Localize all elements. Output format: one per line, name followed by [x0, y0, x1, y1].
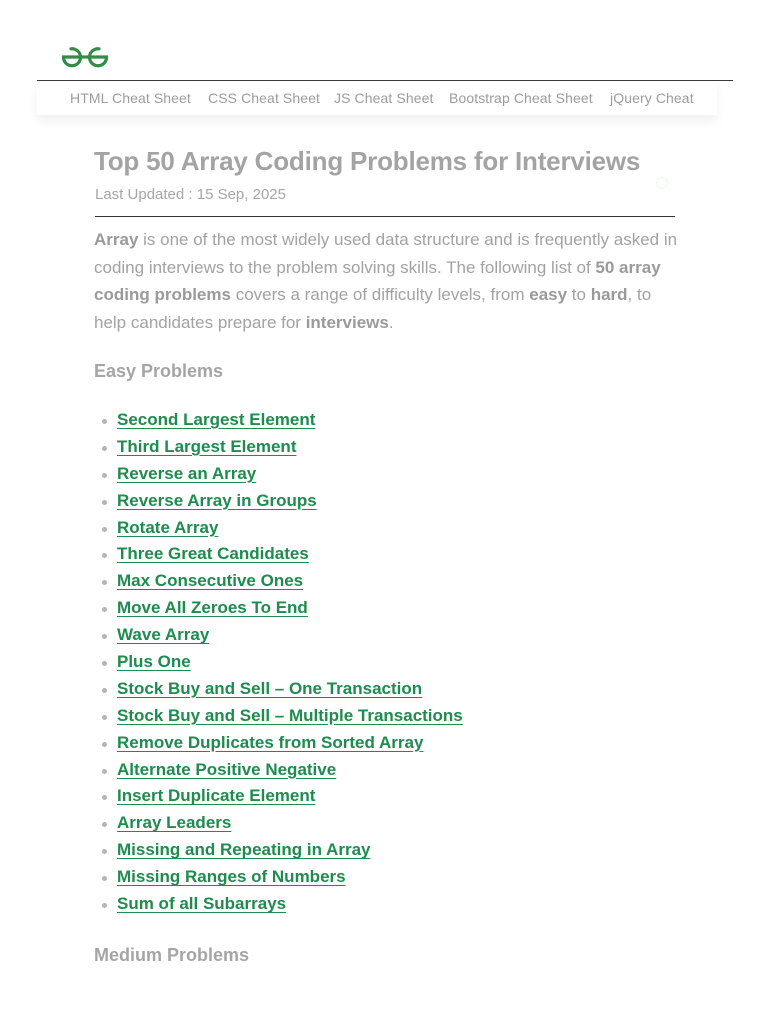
problem-link[interactable]: Wave Array	[117, 625, 210, 645]
gfg-logo-icon[interactable]	[60, 44, 110, 68]
problem-link[interactable]: Stock Buy and Sell – Multiple Transactions	[117, 705, 463, 725]
bullet-icon	[102, 903, 107, 908]
easy-problems-heading: Easy Problems	[94, 361, 224, 381]
intro-emphasis: easy	[529, 285, 568, 304]
list-item	[0, 569, 768, 596]
list-item	[0, 784, 768, 811]
nav-item-bootstrap-cheat-sheet[interactable]: Bootstrap Cheat Sheet	[449, 90, 593, 106]
easy-problems-list	[0, 408, 768, 919]
problem-link[interactable]: Rotate Array	[117, 517, 219, 537]
problem-link[interactable]: Insert Duplicate Element	[117, 786, 316, 806]
list-item	[0, 623, 768, 650]
list-item	[0, 731, 768, 758]
intro-emphasis: 50 array coding problems	[94, 257, 661, 304]
nav-item-js-cheat-sheet[interactable]: JS Cheat Sheet	[334, 90, 434, 106]
nav-item-html-cheat-sheet[interactable]: HTML Cheat Sheet	[70, 90, 191, 106]
bullet-icon	[102, 661, 107, 666]
problem-link[interactable]: Missing and Repeating in Array	[117, 840, 371, 860]
bullet-icon	[102, 876, 107, 881]
bullet-icon	[102, 742, 107, 747]
bullet-icon	[102, 580, 107, 585]
bullet-icon	[102, 795, 107, 800]
bullet-icon	[102, 527, 107, 532]
title-divider	[95, 216, 675, 217]
list-item	[0, 811, 768, 838]
bullet-icon	[102, 688, 107, 693]
list-item	[0, 462, 768, 489]
problem-link[interactable]: Array Leaders	[117, 813, 232, 833]
list-item	[0, 408, 768, 435]
intro-text: to	[567, 285, 591, 304]
problem-link[interactable]: Reverse an Array	[117, 463, 257, 483]
bullet-icon	[102, 634, 107, 639]
bullet-icon	[102, 500, 107, 505]
bullet-icon	[102, 849, 107, 854]
medium-problems-heading: Medium Problems	[94, 945, 250, 965]
problem-link[interactable]: Missing Ranges of Numbers	[117, 867, 346, 887]
problem-link[interactable]: Max Consecutive Ones	[117, 571, 304, 591]
bullet-icon	[102, 715, 107, 720]
bullet-icon	[102, 419, 107, 424]
bullet-icon	[102, 822, 107, 827]
intro-text: , to help candidates prepare for	[94, 285, 652, 332]
problem-link[interactable]: Sum of all Subarrays	[117, 894, 287, 914]
bullet-icon	[102, 446, 107, 451]
problem-link[interactable]: Plus One	[117, 652, 191, 672]
problem-link[interactable]: Stock Buy and Sell – One Transaction	[117, 678, 423, 698]
list-item	[0, 435, 768, 462]
bullet-icon	[102, 607, 107, 612]
intro-emphasis: hard	[590, 285, 628, 304]
problem-link[interactable]: Reverse Array in Groups	[117, 490, 317, 510]
list-item	[0, 677, 768, 704]
list-item	[0, 892, 768, 919]
nav-item-css-cheat-sheet[interactable]: CSS Cheat Sheet	[208, 90, 321, 106]
list-item	[0, 838, 768, 865]
problem-link[interactable]: Remove Duplicates from Sorted Array	[117, 732, 424, 752]
cheat-sheet-nav	[37, 81, 717, 115]
list-item	[0, 704, 768, 731]
list-item	[0, 516, 768, 543]
intro-text: .	[388, 312, 394, 332]
bullet-icon	[102, 473, 107, 478]
intro-emphasis: interviews	[305, 312, 389, 332]
list-item	[0, 489, 768, 516]
bullet-icon	[102, 553, 107, 558]
list-item	[0, 865, 768, 892]
intro-paragraph	[94, 226, 684, 336]
bullet-icon	[102, 769, 107, 774]
intro-text: is one of the most widely used data structure and is frequently asked in coding interviews to the problem solving skills. The following list of	[94, 230, 678, 277]
problem-link[interactable]: Third Largest Element	[117, 436, 297, 456]
last-updated: Last Updated : 15 Sep, 2025	[95, 186, 286, 203]
problem-link[interactable]: Second Largest Element	[117, 410, 316, 429]
problem-link[interactable]: Move All Zeroes To End	[117, 598, 308, 618]
page-title: Top 50 Array Coding Problems for Interviews	[94, 146, 641, 176]
bookmark-icon[interactable]	[656, 177, 668, 189]
list-item	[0, 596, 768, 623]
intro-emphasis: Array	[94, 230, 139, 249]
problem-link[interactable]: Three Great Candidates	[117, 544, 309, 564]
intro-text: covers a range of difficulty levels, from	[230, 285, 530, 304]
top-header	[37, 0, 733, 81]
list-item	[0, 758, 768, 785]
problem-link[interactable]: Alternate Positive Negative	[117, 759, 337, 779]
list-item	[0, 650, 768, 677]
nav-item-jquery-cheat[interactable]: jQuery Cheat	[610, 90, 694, 106]
list-item	[0, 542, 768, 569]
